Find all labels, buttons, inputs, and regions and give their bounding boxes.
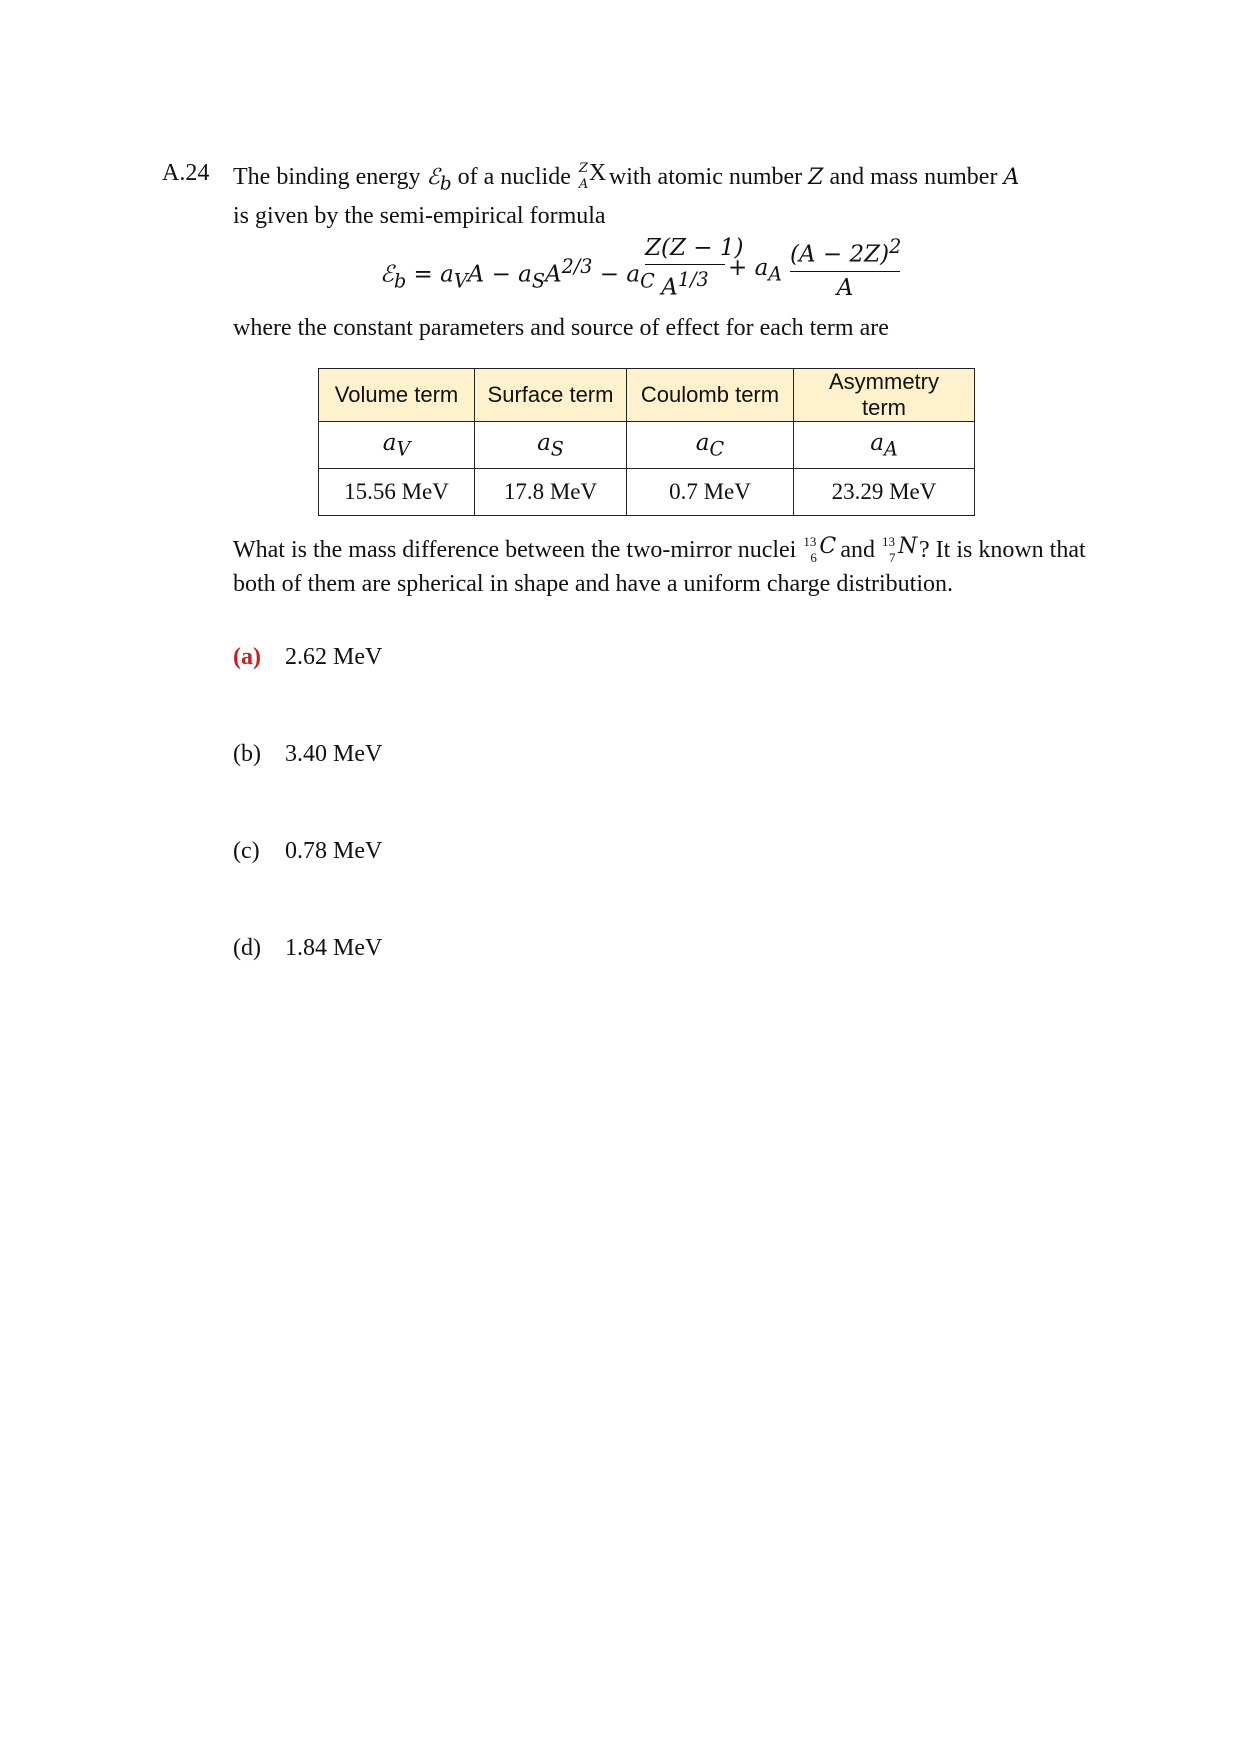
header-surface: Surface term [475,369,627,422]
option-b[interactable] [233,741,382,768]
question-text [233,533,1093,601]
table-symbol-row [319,422,975,469]
intro-text-line2: is given by the semi-empirical formula [233,203,606,230]
option-c-label: (c) [233,838,260,864]
value-asymmetry: 23.29 MeV [794,469,975,516]
formula-asym-coef: + $a_A$ [728,255,783,286]
intro-text-1: The binding energy [233,164,421,190]
option-a-value: 2.62 MeV [285,644,383,670]
value-coulomb: 0.7 MeV [627,469,794,516]
formula-lhs: ℰ$_b$ = $a_VA - a_SA^{2/3} - a_C$ [380,255,655,293]
option-b-value: 3.40 MeV [285,741,383,767]
symbol-as: $a_S$ [475,422,627,469]
semi-empirical-formula [380,235,940,305]
nuclide-symbol: Z A X [578,160,607,192]
intro-text-2: of a nuclide [457,164,571,190]
option-c[interactable] [233,838,382,865]
table-header-row [319,369,975,422]
question-intro [233,160,1093,233]
option-d-label: (d) [233,935,261,961]
intro-text-3: with atomic number [608,164,803,190]
option-b-label: (b) [233,741,261,767]
option-a[interactable] [233,644,382,671]
isotope-nitrogen: 13 7 N [882,534,918,565]
table-value-row [319,469,975,516]
option-d[interactable] [233,935,382,962]
parameters-table [318,368,975,516]
option-d-value: 1.84 MeV [285,935,383,961]
binding-energy-symbol: ℰ$_b$ [426,165,452,195]
isotope-carbon: 13 6 C [803,534,837,565]
atomic-number-symbol: Z [808,165,824,190]
symbol-aa: $a_A$ [794,422,975,469]
formula-fraction-asymmetry: $(A - 2Z)^2$ A [790,235,902,301]
formula-fraction-coulomb: Z(Z − 1) $A^{1/3}$ [645,235,744,301]
option-a-label: (a) [233,644,261,670]
option-c-value: 0.78 MeV [285,838,383,864]
value-surface: 17.8 MeV [475,469,627,516]
question-text-2: ? It is known that both of them are spherical in shape and have a uniform charge distribution. [233,537,1086,597]
symbol-ac: $a_C$ [627,422,794,469]
header-coulomb: Coulomb term [627,369,794,422]
question-number: A.24 [162,160,210,186]
mass-number-symbol: A [1003,165,1020,190]
where-text: where the constant parameters and source of effect for each term are [233,315,889,341]
symbol-av: $a_V$ [319,422,475,469]
question-and: and [840,537,875,563]
question-text-1: What is the mass difference between the two-mirror nuclei [233,537,797,563]
header-volume: Volume term [319,369,475,422]
header-asymmetry: Asymmetry term [794,369,975,422]
intro-text-4: and mass number [829,164,998,190]
value-volume: 15.56 MeV [319,469,475,516]
